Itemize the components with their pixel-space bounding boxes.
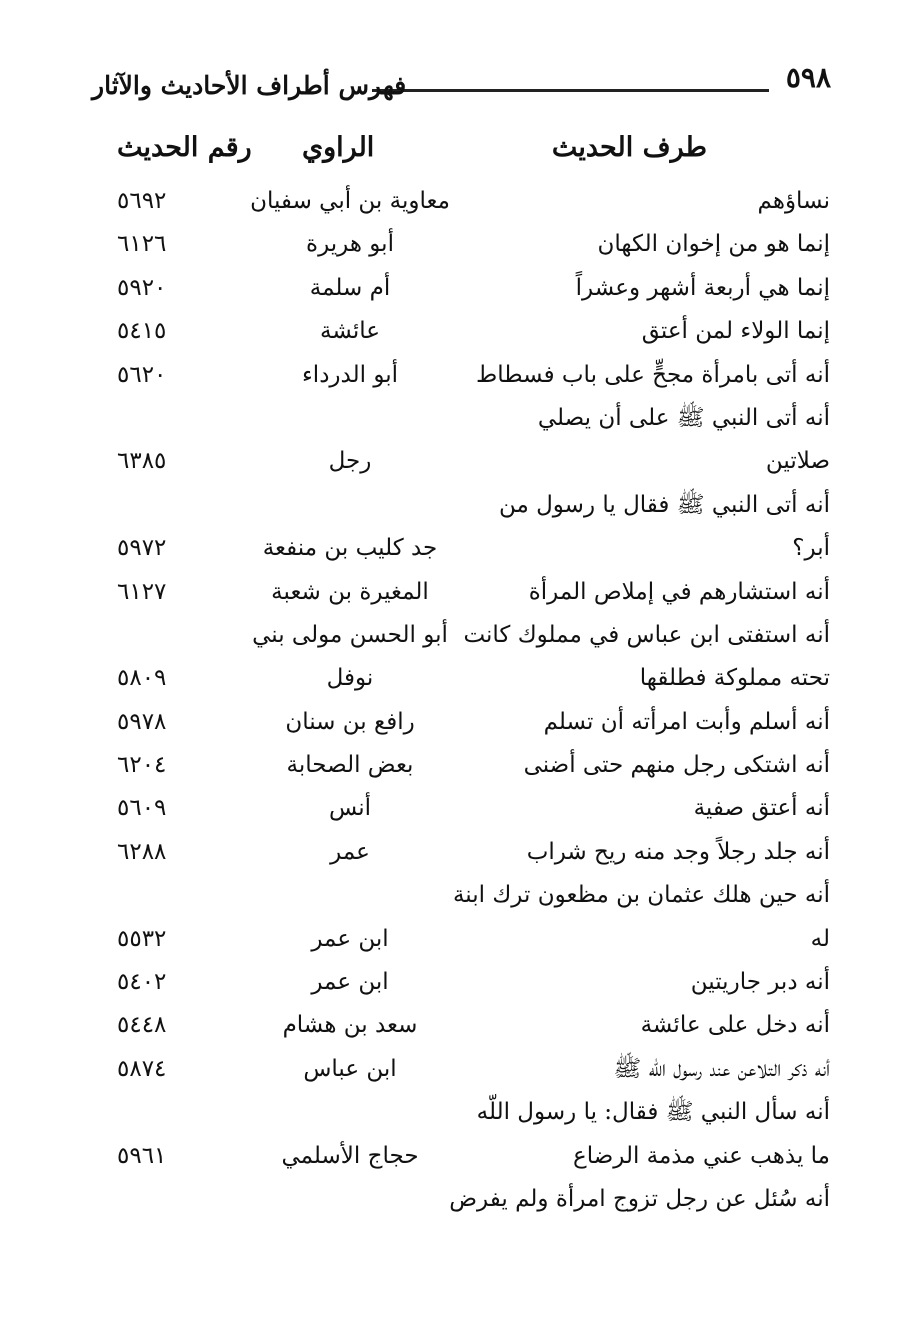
table-row bbox=[0, 1178, 919, 1221]
hadith-text: إنما هو من إخوان الكهان bbox=[597, 231, 830, 258]
table-row bbox=[0, 874, 919, 917]
narrator-text: ابن عباس bbox=[303, 1055, 397, 1082]
hadith-text: إنما هي أربعة أشهر وعشراً bbox=[575, 274, 830, 301]
hadith-number: ٥٩٧٢ bbox=[117, 535, 167, 562]
hadith-text: أنه أتى بامرأة مجحٍّ على باب فسطاط bbox=[475, 361, 830, 388]
hadith-number: ٥٩٧٨ bbox=[117, 708, 167, 735]
table-row bbox=[0, 1135, 919, 1178]
narrator-text: المغيرة بن شعبة bbox=[271, 578, 429, 605]
narrator-text: بعض الصحابة bbox=[286, 752, 414, 779]
hadith-number: ٥٦٢٠ bbox=[117, 361, 167, 388]
hadith-text: أنه اشتكى رجل منهم حتى أضنى bbox=[523, 752, 830, 779]
page-number: ٥٩٨ bbox=[785, 61, 831, 94]
hadith-text: أنه دخل على عائشة bbox=[640, 1012, 830, 1039]
table-row bbox=[0, 744, 919, 787]
table-row bbox=[0, 831, 919, 874]
hadith-text: ما يذهب عني مذمة الرضاع bbox=[573, 1142, 830, 1169]
narrator-text: أبو الدرداء bbox=[301, 361, 398, 388]
narrator-text: سعد بن هشام bbox=[282, 1012, 418, 1039]
table-row bbox=[0, 180, 919, 223]
hadith-text: تحته مملوكة فطلقها bbox=[639, 665, 830, 692]
table-row bbox=[0, 354, 919, 397]
column-header-rawi: الراوي bbox=[302, 132, 375, 163]
hadith-number: ٥٤٠٢ bbox=[117, 969, 167, 996]
table-row bbox=[0, 1048, 919, 1091]
hadith-number: ٥٤٤٨ bbox=[117, 1012, 167, 1039]
hadith-text: له bbox=[810, 925, 830, 952]
hadith-text: أنه استشارهم في إملاص المرأة bbox=[528, 578, 830, 605]
hadith-number: ٥٥٣٢ bbox=[117, 925, 167, 952]
narrator-text: ابن عمر bbox=[311, 925, 389, 952]
table-row bbox=[0, 310, 919, 353]
hadith-number: ٥٦٠٩ bbox=[117, 795, 167, 822]
table-row bbox=[0, 657, 919, 700]
narrator-text: رجل bbox=[328, 448, 372, 475]
table-row bbox=[0, 223, 919, 266]
table-row bbox=[0, 1004, 919, 1047]
narrator-text: حجاج الأسلمي bbox=[281, 1142, 419, 1169]
hadith-text: أنه أسلم وأبت امرأته أن تسلم bbox=[543, 708, 830, 735]
hadith-number: ٥٤١٥ bbox=[117, 318, 167, 345]
hadith-number: ٥٩٦١ bbox=[117, 1142, 167, 1169]
narrator-text: جد كليب بن منفعة bbox=[262, 535, 438, 562]
narrator-text: أنس bbox=[328, 795, 372, 822]
hadith-text: أنه جلد رجلاً وجد منه ريح شراب bbox=[526, 838, 830, 865]
running-title: فهرس أطراف الأحاديث والآثار bbox=[92, 71, 407, 100]
table-row bbox=[0, 961, 919, 1004]
table-row bbox=[0, 701, 919, 744]
hadith-number: ٦١٢٦ bbox=[117, 231, 167, 258]
table-row bbox=[0, 484, 919, 527]
narrator-text: رافع بن سنان bbox=[285, 708, 415, 735]
hadith-text: أنه سأل النبي ﷺ فقال: يا رسول اللّه bbox=[476, 1099, 830, 1126]
column-header-raqm: رقم الحديث bbox=[117, 132, 252, 163]
page-header bbox=[0, 0, 919, 110]
narrator-text: معاوية بن أبي سفيان bbox=[250, 188, 450, 214]
table-row bbox=[0, 571, 919, 614]
index-table bbox=[0, 180, 919, 1221]
hadith-text: أنه ذكر التلاعن عند رسول اللّه ﷺ bbox=[613, 1055, 830, 1082]
narrator-text: عمر bbox=[330, 838, 370, 865]
table-row bbox=[0, 1091, 919, 1134]
hadith-number: ٦١٢٧ bbox=[117, 578, 167, 605]
narrator-text: أم سلمة bbox=[309, 274, 391, 301]
hadith-text: أنه أعتق صفية bbox=[693, 795, 830, 822]
hadith-text: أنه أتى النبي ﷺ فقال يا رسول من bbox=[498, 491, 830, 518]
hadith-number: ٥٨٠٩ bbox=[117, 665, 167, 692]
table-row bbox=[0, 614, 919, 657]
table-row bbox=[0, 397, 919, 440]
hadith-number: ٦٢٠٤ bbox=[117, 752, 167, 779]
hadith-text: أنه دبر جاريتين bbox=[690, 969, 830, 996]
hadith-text: أنه سُئل عن رجل تزوج امرأة ولم يفرض bbox=[449, 1185, 830, 1212]
table-row bbox=[0, 787, 919, 830]
narrator-text: ابن عمر bbox=[311, 969, 389, 996]
narrator-text: أبو هريرة bbox=[306, 231, 394, 258]
hadith-text: نساؤهم bbox=[757, 188, 830, 214]
hadith-number: ٥٨٧٤ bbox=[117, 1055, 167, 1082]
hadith-number: ٥٩٢٠ bbox=[117, 274, 167, 301]
table-row bbox=[0, 527, 919, 570]
header-rule bbox=[372, 89, 769, 92]
table-row bbox=[0, 440, 919, 483]
hadith-text: إنما الولاء لمن أعتق bbox=[641, 318, 830, 345]
hadith-text: أنه أتى النبي ﷺ على أن يصلي bbox=[537, 404, 830, 431]
column-header-hadith: طرف الحديث bbox=[551, 132, 707, 163]
hadith-text: أنه استفتى ابن عباس في مملوك كانت bbox=[463, 621, 830, 648]
narrator-text: نوفل bbox=[326, 665, 374, 692]
narrator-text: عائشة bbox=[320, 318, 380, 345]
hadith-text: صلاتين bbox=[765, 448, 830, 475]
narrator-text: أبو الحسن مولى بني bbox=[252, 621, 448, 648]
hadith-text: أبر؟ bbox=[792, 535, 830, 562]
hadith-text: أنه حين هلك عثمان بن مظعون ترك ابنة bbox=[452, 882, 830, 909]
table-row bbox=[0, 267, 919, 310]
hadith-number: ٥٦٩٢ bbox=[117, 188, 167, 214]
hadith-number: ٦٣٨٥ bbox=[117, 448, 167, 475]
hadith-number: ٦٢٨٨ bbox=[117, 838, 167, 865]
table-row bbox=[0, 918, 919, 961]
